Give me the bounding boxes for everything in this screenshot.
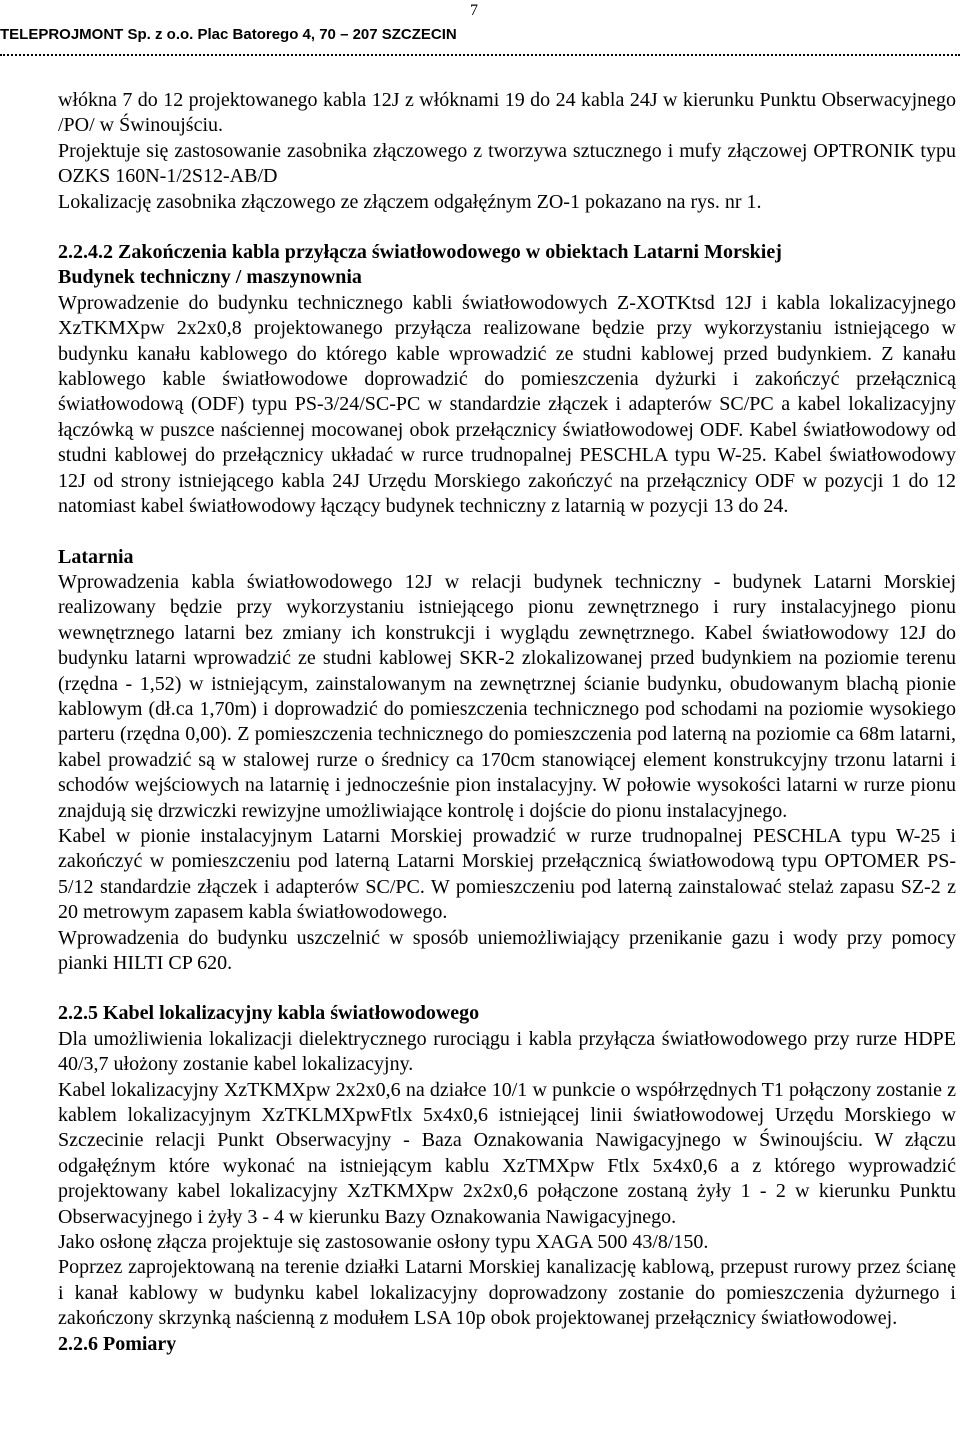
section-225-paragraph-4: Poprzez zaprojektowaną na terenie działki Latarni Morskiej kanalizację kablową, przepust rurowy przez ścianę i kanał kablowy w budynku kabel lokalizacyjny doprowadzony zostanie do pomieszczenia dyżurnego i zakończony skrzynką naścienną z modułem LSA 10p obok projektowanej przełącznicy światłowodowej.: [58, 1256, 956, 1330]
section-225-paragraph-1: Dla umożliwienia lokalizacji dielektrycznego rurociągu i kabla przyłącza światłowodowego przy rurze HDPE 40/3,7 ułożony zostanie kabel lokalizacyjny.: [58, 1027, 956, 1076]
company-header: TELEPROJMONT Sp. z o.o. Plac Batorego 4, 70 – 207 SZCZECIN: [0, 26, 457, 43]
latarnia-paragraph-3: Wprowadzenia do budynku uszczelnić w sposób uniemożliwiający przenikanie gazu i wody przy pomocy pianki HILTI CP 620.: [58, 926, 956, 974]
section-225-paragraph-3: Jako osłonę złącza projektuje się zastosowanie osłony typu XAGA 500 43/8/150.: [58, 1231, 709, 1254]
technical-building-paragraph: Wprowadzenie do budynku technicznego kabli światłowodowych Z-XOTKtsd 12J i kabla lokalizacyjnego XzTKMXpw 2x2x0,8 projektowanego przyłącza realizowane będzie przy wykorzystaniu istniejącego w budynku kanału kablowego do którego kable wprowadzić ze studni kablowej przed budynkiem. Z kanału kablowego kable światłowodowe doprowadzić do pomieszczenia dyżurki i zakończyć przełącznicą światłowodową (ODF) typu PS-3/24/SC-PC w standardzie złączek i adapterów SC/PC a kabel lokalizacyjny łączówką w puszce naściennej mocowanej obok przełącznicy światłowodowej ODF. Kabel światłowodowy od studni kablowej do przełącznicy układać w rurce trudnopalnej PESCHLA typu W-25. Kabel światłowodowy 12J od strony istniejącego kabla 24J Urzędu Morskiego zakończyć na przełącznicy ODF w pozycji 1 do 12 natomiast kabel światłowodowy łączący budynek techniczny z latarnią w pozycji 13 do 24.: [58, 291, 956, 518]
header-divider: [0, 48, 960, 56]
latarnia-paragraph-1: Wprowadzenia kabla światłowodowego 12J w relacji budynek techniczny - budynek Latarni Morskiej realizowany będzie przy wykorzystaniu istniejącego pionu zewnętrznego i rury instalacyjnego pionu wewnętrznego latarni bez zmiany ich konstrukcji i wyglądu zewnętrznego. Kabel światłowodowy 12J do budynku latarni wprowadzić ze studni kablowej SKR-2 zlokalizowanej przed budynkiem na poziomie terenu (rzędna - 1,52) w istniejącym, zainstalowanym na zewnętrznej ścianie budynku, obudowanym blachą pionie kablowym (dł.ca 1,70m) i doprowadzić do pomieszczenia technicznego pod schodami na poziomie wysokiego parteru (rzędna 0,00). Z pomieszczenia technicznego do pomieszczenia pod laterną na poziomie ca 68m latarni, kabel prowadzić są w stalowej rurze o średnicy ca 170cm stanowiącej element konstrukcyjny trzonu latarni i schodów wejściowych na latarnię i jednocześnie pion instalacyjny. W połowie wysokości latarni w rurze pionu znajdują się drzwiczki rewizyjne umożliwiające kontrolę i dojście do pionu instalacyjnego.: [58, 570, 956, 822]
intro-paragraph-2: Projektuje się zastosowanie zasobnika złączowego z tworzywa sztucznego i mufy złączowej OPTRONIK typu OZKS 160N-1/2S12-AB/D: [58, 139, 956, 188]
latarnia-heading: Latarnia: [58, 545, 134, 568]
intro-paragraph-3: Lokalizację zasobnika złączowego ze złączem odgałęźnym ZO-1 pokazano na rys. nr 1.: [58, 190, 762, 213]
page-number: 7: [470, 2, 478, 19]
section-225-paragraph-2: Kabel lokalizacyjny XzTKMXpw 2x2x0,6 na działce 10/1 w punkcie o współrzędnych T1 połączony zostanie z kablem lokalizacyjnym XzTKLMXpwFtlx 5x4x0,6 istniejącej linii światłowodowej Urzędu Morskiego w Szczecinie relacji Punkt Obserwacyjny - Baza Oznakowania Nawigacyjnego w Świnoujściu. W złączu odgałęźnym które wykonać na istniejącym kablu XzTMXpw Ftlx 5x4x0,6 a z którego wyprowadzić projektowany kabel lokalizacyjny XzTKMXpw 2x2x0,6 połączone zostaną żyły 1 - 2 w kierunku Punktu Obserwacyjnego i żyły 3 - 4 w kierunku Bazy Oznakowania Nawigacyjnego.: [58, 1078, 956, 1228]
section-2242-heading: 2.2.4.2 Zakończenia kabla przyłącza światłowodowego w obiektach Latarni Morskiej: [58, 241, 782, 264]
technical-building-subheading: Budynek techniczny / maszynownia: [58, 266, 362, 289]
section-226-heading: 2.2.6 Pomiary: [58, 1332, 177, 1355]
intro-paragraph-1: włókna 7 do 12 projektowanego kabla 12J z włóknami 19 do 24 kabla 24J w kierunku Punktu Obserwacyjnego /PO/ w Świnoujściu.: [58, 89, 956, 137]
document-body: [58, 88, 956, 1357]
page-header: [0, 2, 960, 62]
section-225-heading: 2.2.5 Kabel lokalizacyjny kabla światłowodowego: [58, 1002, 480, 1025]
latarnia-paragraph-2: Kabel w pionie instalacyjnym Latarni Morskiej prowadzić w rurze trudnopalnej PESCHLA typu W-25 i zakończyć w pomieszczeniu pod laterną Latarni Morskiej przełącznicą światłowodową typu OPTOMER PS-5/12 standardzie złączek i adapterów SC/PC. W pomieszczeniu pod laterną zainstalować stelaż zapasu SZ-2 z 20 metrowym zapasem kabla światłowodowego.: [58, 824, 956, 924]
